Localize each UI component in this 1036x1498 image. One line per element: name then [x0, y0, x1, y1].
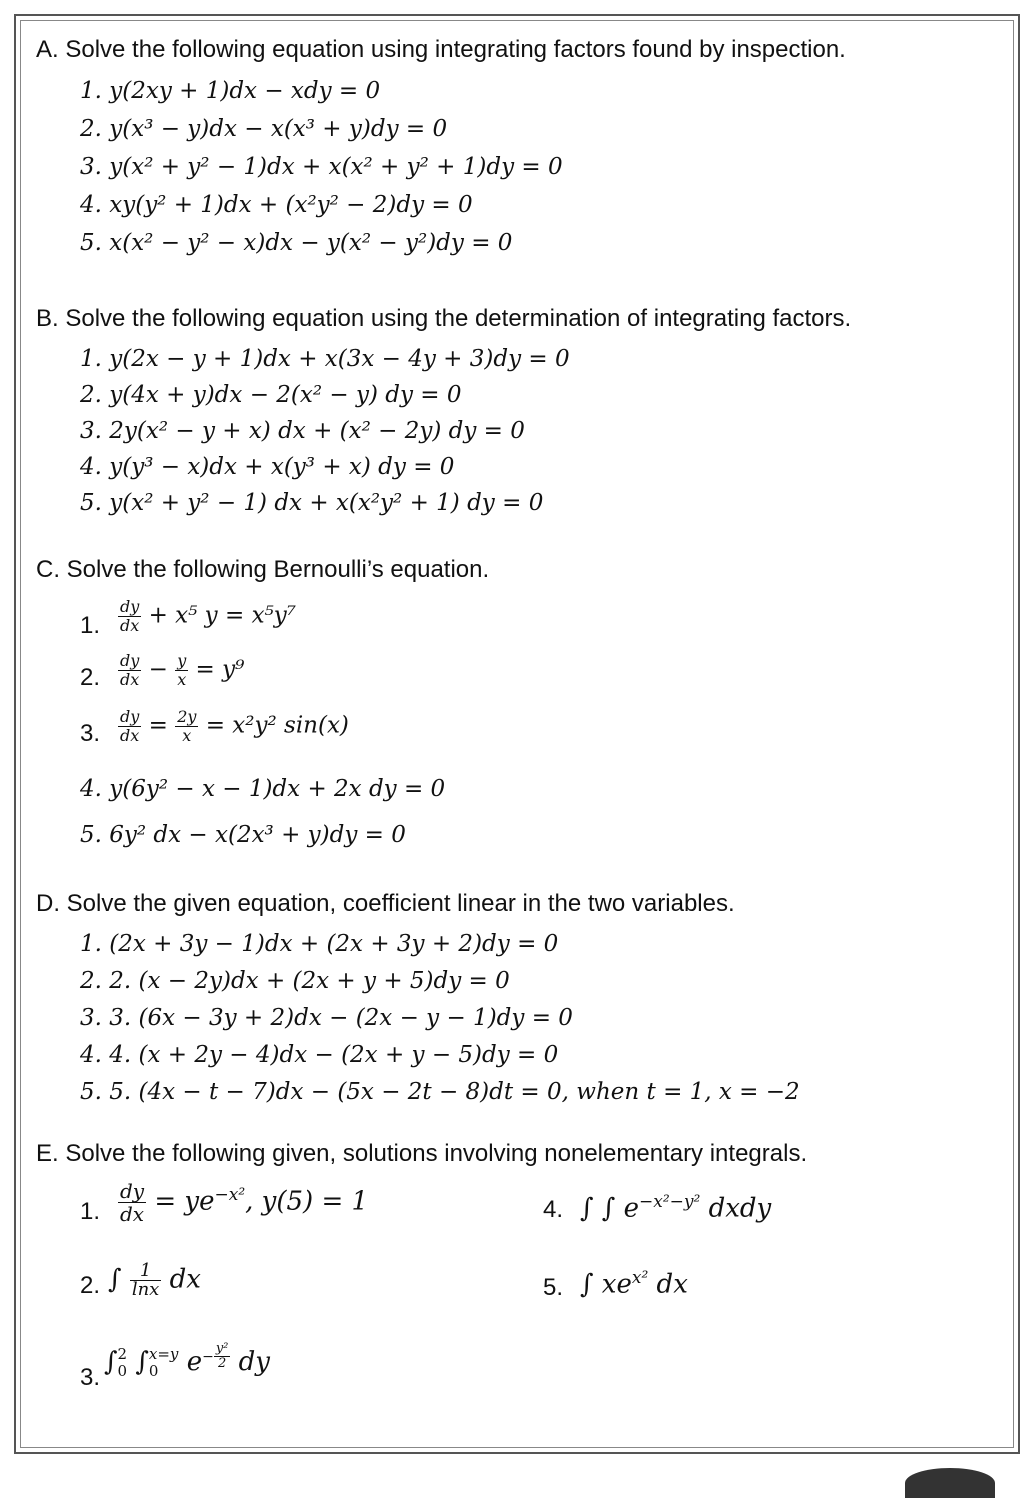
c3-frac2-num: 2y	[177, 707, 197, 726]
d-item-1: 1. (2x + 3y − 1)dx + (2x + 3y + 2)dy = 0	[80, 931, 559, 957]
e4-rest: dxdy	[708, 1193, 772, 1224]
c3-frac2-den: x	[175, 726, 198, 745]
b-item-5: 5. y(x² + y² − 1) dx + x(x²y² + 1) dy = 0	[80, 490, 544, 516]
e3-integral-2: ∫	[135, 1347, 149, 1378]
e-item-1-number: 1.	[80, 1198, 101, 1225]
d-item-4: 4. 4. (x + 2y − 4)dx − (2x + y − 5)dy = 0	[80, 1042, 559, 1068]
e5-rest: dx	[656, 1269, 688, 1300]
c2-frac2-num: y	[177, 651, 187, 670]
e3-lim1-hi: 2	[117, 1345, 128, 1364]
c1-frac-num: dy	[120, 597, 140, 616]
e4-exp: −x²−y²	[639, 1192, 701, 1212]
e1-exp: −x²	[214, 1184, 246, 1205]
a-item-4: 4. xy(y² + 1)dx + (x²y² − 2)dy = 0	[80, 192, 473, 218]
e-item-2-number: 2.	[80, 1272, 101, 1299]
c1-frac-den: dx	[118, 616, 141, 635]
c-item-4: 4. y(6y² − x − 1)dx + 2x dy = 0	[80, 776, 446, 802]
d-item-3: 3. 3. (6x − 3y + 2)dx − (2x − y − 1)dy = 0	[80, 1005, 573, 1031]
page-corner-shape	[905, 1468, 995, 1498]
e-item-4	[580, 1192, 771, 1224]
section-e-title: E. Solve the following given, solutions involving nonelementary integrals.	[36, 1140, 808, 1167]
e-item-3-number: 3.	[80, 1364, 101, 1391]
c-item-2-number: 2.	[80, 664, 101, 691]
e4-pre: ∫ ∫ e	[580, 1193, 640, 1224]
e3-base: e	[186, 1347, 203, 1378]
e1-frac-num: dy	[120, 1179, 145, 1203]
b-item-4: 4. y(y³ − x)dx + x(y³ + x) dy = 0	[80, 454, 455, 480]
c2-op: −	[148, 656, 168, 683]
e-item-4-number: 4.	[543, 1196, 564, 1223]
e2-integral: ∫	[108, 1264, 122, 1295]
c-item-5: 5. 6y² dx − x(2x³ + y)dy = 0	[80, 822, 406, 848]
e1-rest: = ye	[154, 1186, 215, 1217]
c3-frac-den: dx	[118, 726, 141, 745]
e-item-3: ∫ 2 0 ∫ x=y 0 $e^{- \frac{\text{y²}}{2}}$ dy	[104, 1341, 270, 1381]
a-item-2: 2. y(x³ − y)dx − x(x³ + y)dy = 0	[80, 116, 448, 142]
c3-op: =	[148, 712, 168, 739]
e3-lim2-lo: 0	[148, 1362, 159, 1381]
c3-frac-num: dy	[120, 707, 140, 726]
section-b-title: B. Solve the following equation using the determination of integrating factors.	[36, 305, 852, 332]
c2-frac2-den: x	[175, 670, 188, 689]
c-item-3	[118, 708, 349, 745]
b-item-1: 1. y(2x − y + 1)dx + x(3x − 4y + 3)dy = 0	[80, 346, 570, 372]
c1-rest: + x⁵ y = x⁵y⁷	[148, 602, 296, 629]
section-d-title: D. Solve the given equation, coefficient linear in the two variables.	[36, 890, 735, 917]
c-item-1-number: 1.	[80, 612, 101, 639]
e3-exp-den: 2	[214, 1356, 231, 1371]
e-item-5	[580, 1268, 688, 1300]
c2-rest: = y⁹	[195, 656, 245, 683]
e2-rest: dx	[169, 1264, 201, 1295]
c2-frac-den: dx	[118, 670, 141, 689]
a-item-1: 1. y(2xy + 1)dx − xdy = 0	[80, 78, 381, 104]
e2-frac-num: 1	[139, 1260, 152, 1281]
c-item-2	[118, 652, 244, 689]
d-item-2: 2. 2. (x − 2y)dx + (2x + y + 5)dy = 0	[80, 968, 510, 994]
e-item-1	[118, 1180, 368, 1225]
e-item-2	[108, 1262, 201, 1299]
b-item-2: 2. y(4x + y)dx − 2(x² − y) dy = 0	[80, 382, 462, 408]
e1-tail: , y(5) = 1	[245, 1186, 369, 1217]
e3-lim1-lo: 0	[117, 1362, 128, 1381]
e3-rest: dy	[238, 1347, 270, 1378]
c-item-3-number: 3.	[80, 720, 101, 747]
e3-lim2-hi: x=y	[148, 1345, 179, 1364]
c-item-1	[118, 598, 296, 635]
e5-exp: x²	[631, 1268, 649, 1288]
e-item-5-number: 5.	[543, 1274, 564, 1301]
e3-exp-num: y²	[215, 1341, 229, 1356]
d-item-5: 5. 5. (4x − t − 7)dx − (5x − 2t − 8)dt = 0, when t = 1, x = −2	[80, 1079, 800, 1105]
c3-rest: = x²y² sin(x)	[205, 712, 349, 739]
c2-frac-num: dy	[120, 651, 140, 670]
e1-frac-den: dx	[118, 1202, 146, 1225]
b-item-3: 3. 2y(x² − y + x) dx + (x² − 2y) dy = 0	[80, 418, 525, 444]
e2-frac-den: lnx	[131, 1279, 160, 1300]
section-c-title: C. Solve the following Bernoulli’s equation.	[36, 556, 490, 583]
a-item-3: 3. y(x² + y² − 1)dx + x(x² + y² + 1)dy = 0	[80, 154, 563, 180]
section-a-title: A. Solve the following equation using integrating factors found by inspection.	[36, 36, 846, 63]
e3-integral-1: ∫	[104, 1347, 118, 1378]
a-item-5: 5. x(x² − y² − x)dx − y(x² − y²)dy = 0	[80, 230, 513, 256]
e5-pre: ∫ xe	[580, 1269, 632, 1300]
